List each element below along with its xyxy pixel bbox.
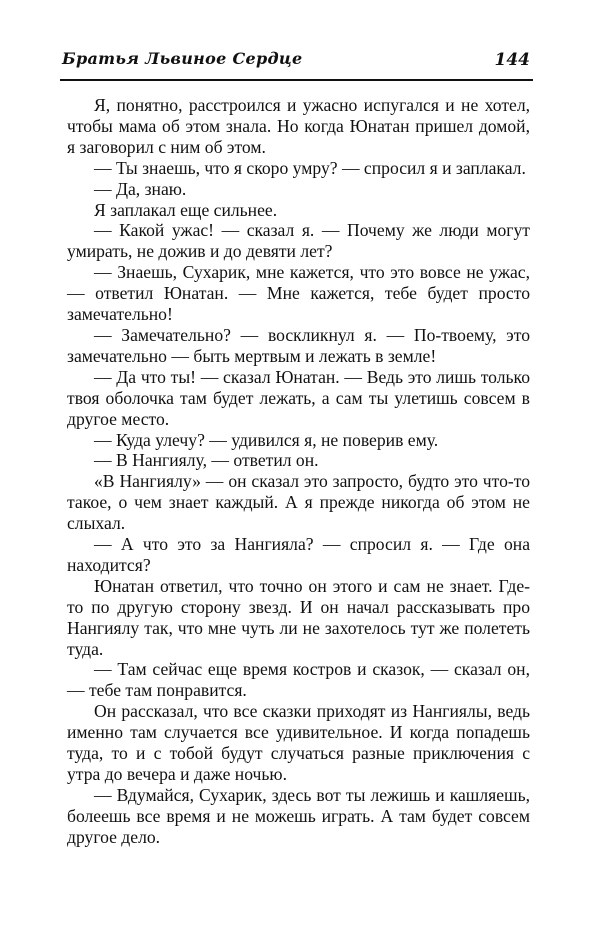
paragraph: — Ты знаешь, что я скоро умру? — спросил я и заплакал.: [94, 157, 526, 178]
header-rule: [60, 79, 533, 81]
paragraph: — Вдумайся, Сухарик, здесь вот ты лежишь и кашляешь, болеешь все время и не можешь играть. А там будет совсем другое дело.: [67, 784, 530, 847]
paragraph: — Да, знаю.: [94, 178, 187, 199]
body-text: [67, 95, 530, 848]
paragraph: — Да что ты! — сказал Юнатан. — Ведь это лишь только твоя оболочка там будет лежать, а сам ты улетишь совсем в другое место.: [67, 366, 530, 429]
paragraph: — А что это за Нангияла? — спросил я. — Где она находится?: [67, 534, 530, 575]
paragraph: — Замечательно? — воскликнул я. — По-твоему, это замечательно — быть мертвым и лежать в земле!: [67, 324, 530, 366]
paragraph: «В Нангиялу» — он сказал это запросто, будто это что-то такое, о чем знает каждый. А я прежде никогда об этом не слыхал.: [67, 471, 530, 534]
paragraph: — Там сейчас еще время костров и сказок, — сказал он, — тебе там понравится.: [67, 659, 530, 701]
paragraph: — Знаешь, Сухарик, мне кажется, что это вовсе не ужас, — ответил Юнатан. — Мне кажется, тебе будет просто замечательно!: [67, 262, 530, 325]
paragraph: — Какой ужас! — сказал я. — Почему же люди могут умирать, не дожив и до девяти лет?: [67, 220, 530, 262]
page-number: 144: [494, 50, 530, 70]
running-title: Братья Львиное Сердце: [62, 49, 303, 68]
paragraph: — В Нангиялу, — ответил он.: [94, 450, 319, 471]
paragraph: Юнатан ответил, что точно он этого и сам не знает. Где-то по другую сторону звезд. И он начал рассказывать про Нангиялу так, что мне чуть ли не захотелось тут же полететь туда.: [67, 575, 530, 659]
paragraph: Он рассказал, что все сказки приходят из Нангиялы, ведь именно там случается все удивительное. И когда попадешь туда, то и с тобой будут случаться разные приключения с утра до вечера и даже ночью.: [67, 701, 530, 784]
paragraph: Я заплакал еще сильнее.: [94, 199, 278, 220]
paragraph: Я, понятно, расстроился и ужасно испугался и не хотел, чтобы мама об этом знала. Но когда Юнатан пришел домой, я заговорил с ним об этом.: [67, 95, 530, 157]
paragraph: — Куда улечу? — удивился я, не поверив ему.: [94, 429, 439, 450]
